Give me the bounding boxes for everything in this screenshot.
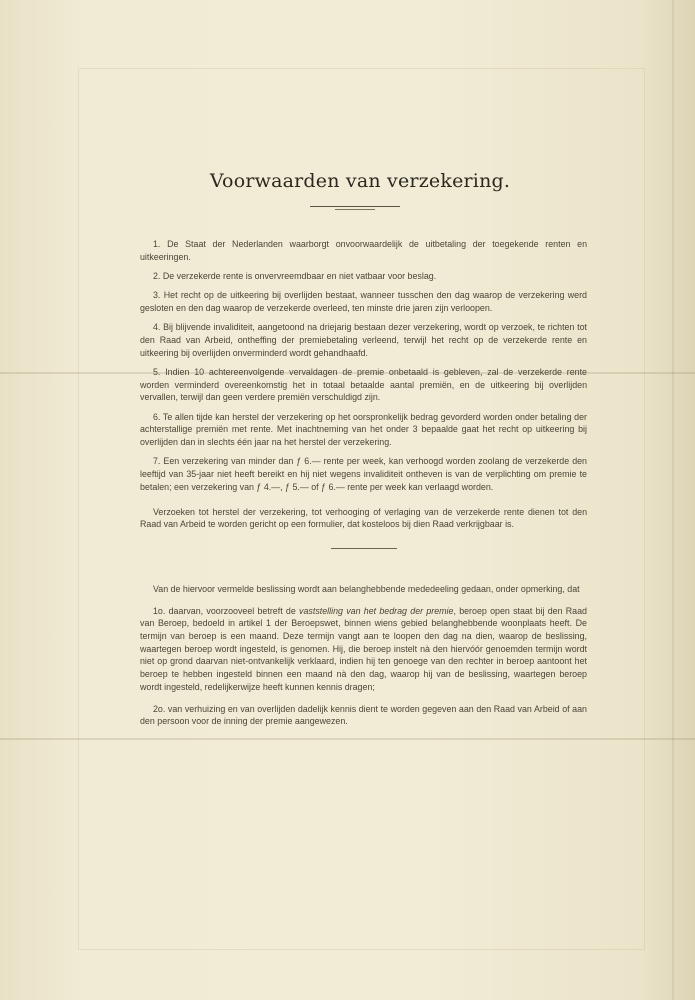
document-title: Voorwaarden van verzekering. [209, 170, 511, 192]
notice-item-2: 2o. van verhuizing en van overlijden dadelijk kennis dient te worden gegeven aan den Raad van Arbeid of aan den persoon voor de inning der premie aangewezen. [140, 703, 587, 727]
article-4: 4. Bij blijvende invaliditeit, aangetoond na driejarig bestaan dezer verzekering, wordt op verzoek, te richten tot den Raad van Arbeid, ontheffing der premiebetaling verleend, terwijl het recht op de verzekerde rente en uitkeering bij overlijden onverminderd wordt gehandhaafd. [140, 322, 587, 358]
requests-paragraph: Verzoeken tot herstel der verzekering, tot verhooging of verlaging van de verzekerde rente dienen tot den Raad van Arbeid te worden gericht op een formulier, dat kosteloos bij dien Raad verkrijgbaar is. [140, 506, 587, 530]
article-1: 1. De Staat der Nederlanden waarborgt onvoorwaardelijk de uitbetaling der toegekende renten en uitkeeringen. [140, 239, 587, 262]
article-6: 6. Te allen tijde kan herstel der verzekering op het oorspronkelijk bedrag gevorderd worden onder betaling der achterstallige premiën met rente. Met inachtneming van het onder 3 bepaalde gaat het recht op uitkeering bij overlijden dan in slechts één jaar na het herstel der verzekering. [140, 411, 587, 448]
article-3: 3. Het recht op de uitkeering bij overlijden bestaat, wanneer tusschen den dag waarop de verzekering werd gesloten en den dag waarop de verzekerde overleed, ten minste drie jaren zijn verloopen. [140, 290, 587, 313]
title-ornament-rule [310, 206, 400, 207]
fold-line [672, 0, 674, 1000]
notice-1-emphasis: vaststelling van het bedrag der premie [299, 605, 454, 616]
document-body [140, 238, 587, 735]
article-7: 7. Een verzekering van minder dan ƒ 6.— rente per week, kan verhoogd worden zoolang de verzekerde den leeftijd van 35-jaar niet heeft bereikt en hij niet wegens invaliditeit ontheven is van de verplichting om premie te betalen; een verzekering van ƒ 4.—, ƒ 5.— of ƒ 6.— rente per week kan verlaagd worden. [140, 456, 587, 492]
section-divider [331, 548, 397, 549]
fold-line [0, 738, 695, 740]
notice-1-prefix: 1o. daarvan, voorzooveel betreft de [153, 605, 300, 616]
article-5: 5. Indien 10 achtereenvolgende vervaldagen de premie onbetaald is gebleven, zal de verzekerde rente worden verminderd overeenkomstig het in totaal betaalde aantal premiën, en de uitkeering bij overlijden vervallen, terwijl dan geen verdere premiën verschuldigd zijn. [140, 367, 587, 403]
notice-1-rest: , beroep open staat bij den Raad van Beroep, bedoeld in artikel 1 der Beroepswet, binnen wiens gebied belanghebbende woonplaats heeft. De termijn van beroep is een maand. Deze termijn vangt aan te loopen den dag na dien, waarop de beslissing, waartegen beroep wordt ingesteld, is genomen. Hij, die beroep instelt nà den hiervóór genoemden termijn wordt niet op grond daarvan niet-ontvankelijk verklaard, indien hij ten genoege van den rechter in beroep aantoont het beroep te hebben ingesteld binnen een maand nà den dag, waarop hij van de beslissing, waartegen beroep wordt ingesteld, redelijkerwijze heeft kunnen kennis dragen; [140, 605, 587, 692]
notice-item-1 [140, 605, 587, 694]
article-2: 2. De verzekerde rente is onvervreemdbaar en niet vatbaar voor beslag. [153, 271, 437, 281]
notice-intro: Van de hiervoor vermelde beslissing wordt aan belanghebbende mededeeling gedaan, onder opmerking, dat [153, 583, 580, 594]
